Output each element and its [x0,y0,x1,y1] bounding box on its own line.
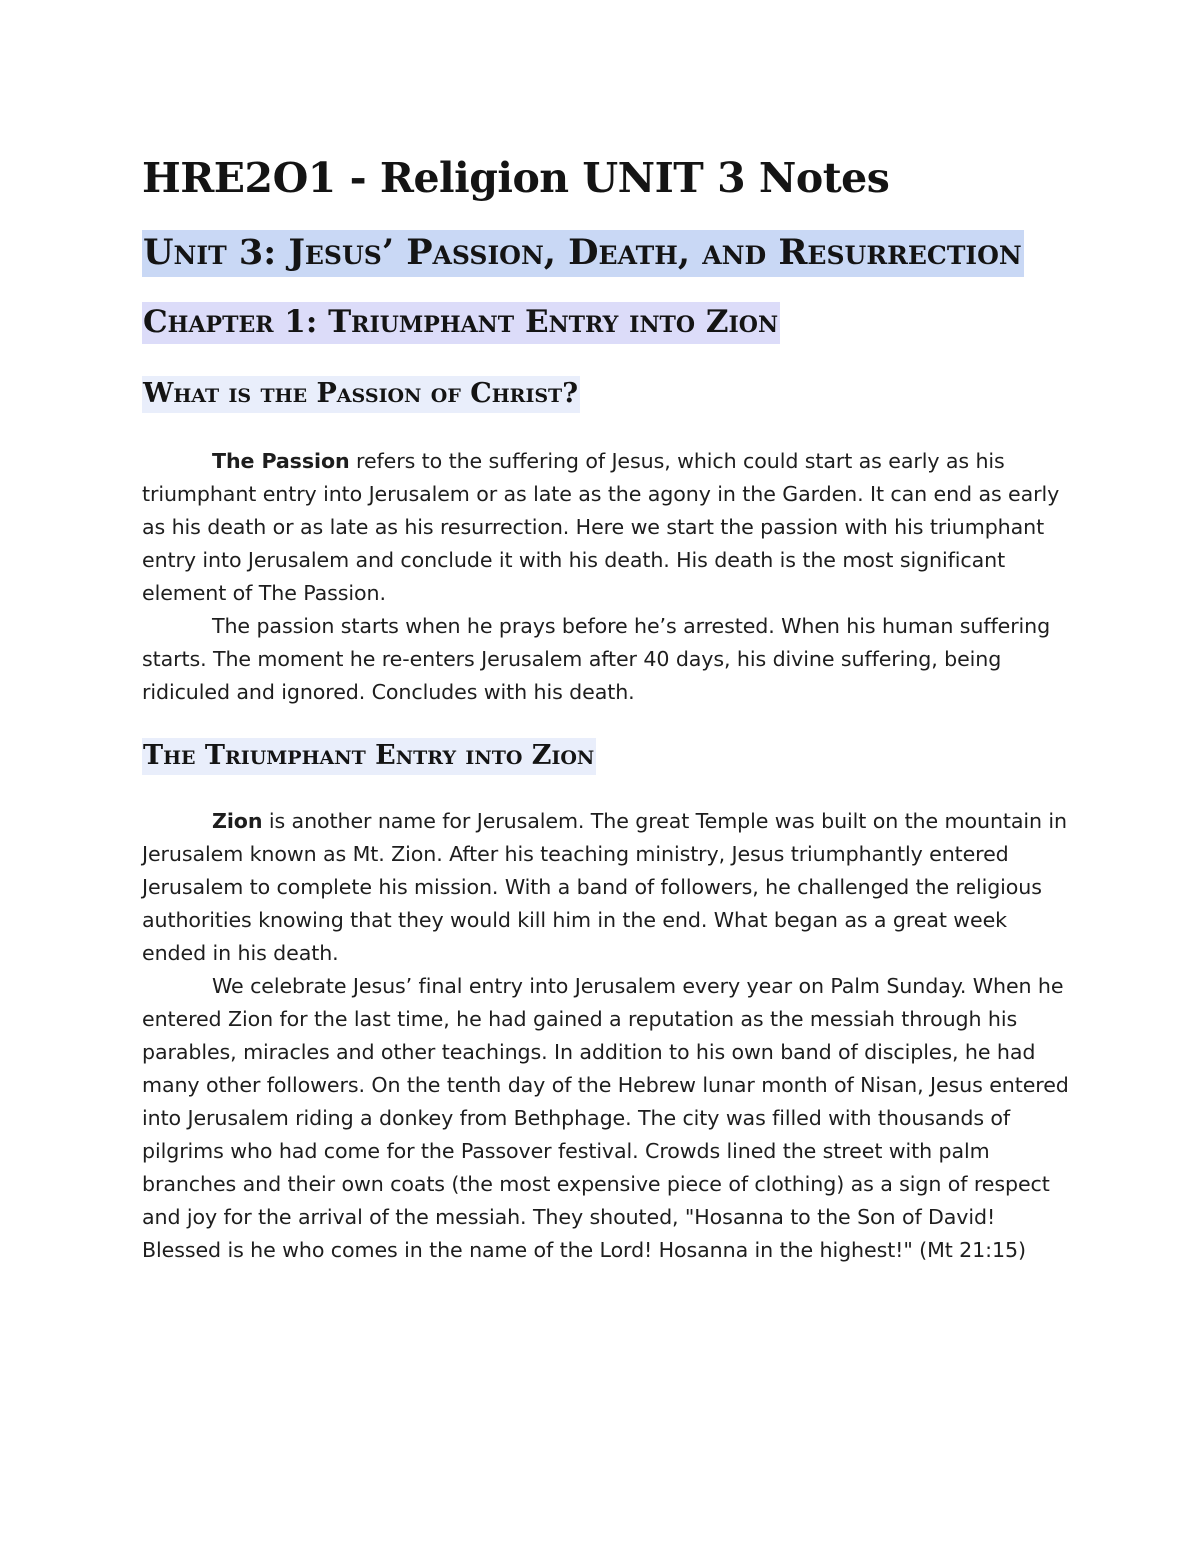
paragraph: We celebrate Jesus’ final entry into Jerusalem every year on Palm Sunday. When he entered Zion for the last time, he had gained a reputation as the messiah through his parables, miracles and other teachings. In addition to his own band of disciples, he had many other followers. On the tenth day of the Hebrew lunar month of Nisan, Jesus entered into Jerusalem riding a donkey from Bethphage. The city was filled with thousands of pilgrims who had come for the Passover festival. Crowds lined the street with palm branches and their own coats (the most expensive piece of clothing) as a sign of respect and joy for the arrival of the messiah. They shouted, "Hosanna to the Son of David! Blessed is he who comes in the name of the Lord! Hosanna in the highest!" (Mt 21:15) [142,974,1069,1262]
document-page [142,150,1072,1267]
paragraph [142,805,1072,970]
section-heading-block [142,735,1072,781]
unit-heading-block [142,226,1072,279]
chapter-heading: Chapter 1: Triumphant Entry into Zion [142,302,780,344]
section-heading-triumphant-entry: The Triumphant Entry into Zion [142,738,596,775]
bold-term: Zion [212,809,263,833]
document-title: HRE2O1 - Religion UNIT 3 Notes [142,154,890,202]
bold-term: The Passion [212,449,350,473]
paragraph-text: is another name for Jerusalem. The great Temple was built on the mountain in Jerusalem known as Mt. Zion. After his teaching ministry, Jesus triumphantly entered Jerusalem to complete his mission. With a band of followers, he challenged the religious authorities knowing that they would kill him in the end. What began as a great week ended in his death. [142,809,1067,965]
paragraph-text: refers to the suffering of Jesus, which could start as early as his triumphant entry into Jerusalem or as late as the agony in the Garden. It can end as early as his death or as late as his resurrection. Here we start the passion with his triumphant entry into Jerusalem and conclude it with his death. His death is the most significant element of The Passion. [142,449,1060,605]
paragraph [142,445,1072,610]
section-heading-block [142,373,1072,419]
paragraph: The passion starts when he prays before he’s arrested. When his human suffering starts. The moment he re-enters Jerusalem after 40 days, his divine suffering, being ridiculed and ignored. Concludes with his death. [142,614,1051,704]
unit-heading: Unit 3: Jesus’ Passion, Death, and Resurrection [142,230,1024,277]
chapter-heading-block [142,299,1072,351]
section-heading-passion: What is the Passion of Christ? [142,376,580,413]
